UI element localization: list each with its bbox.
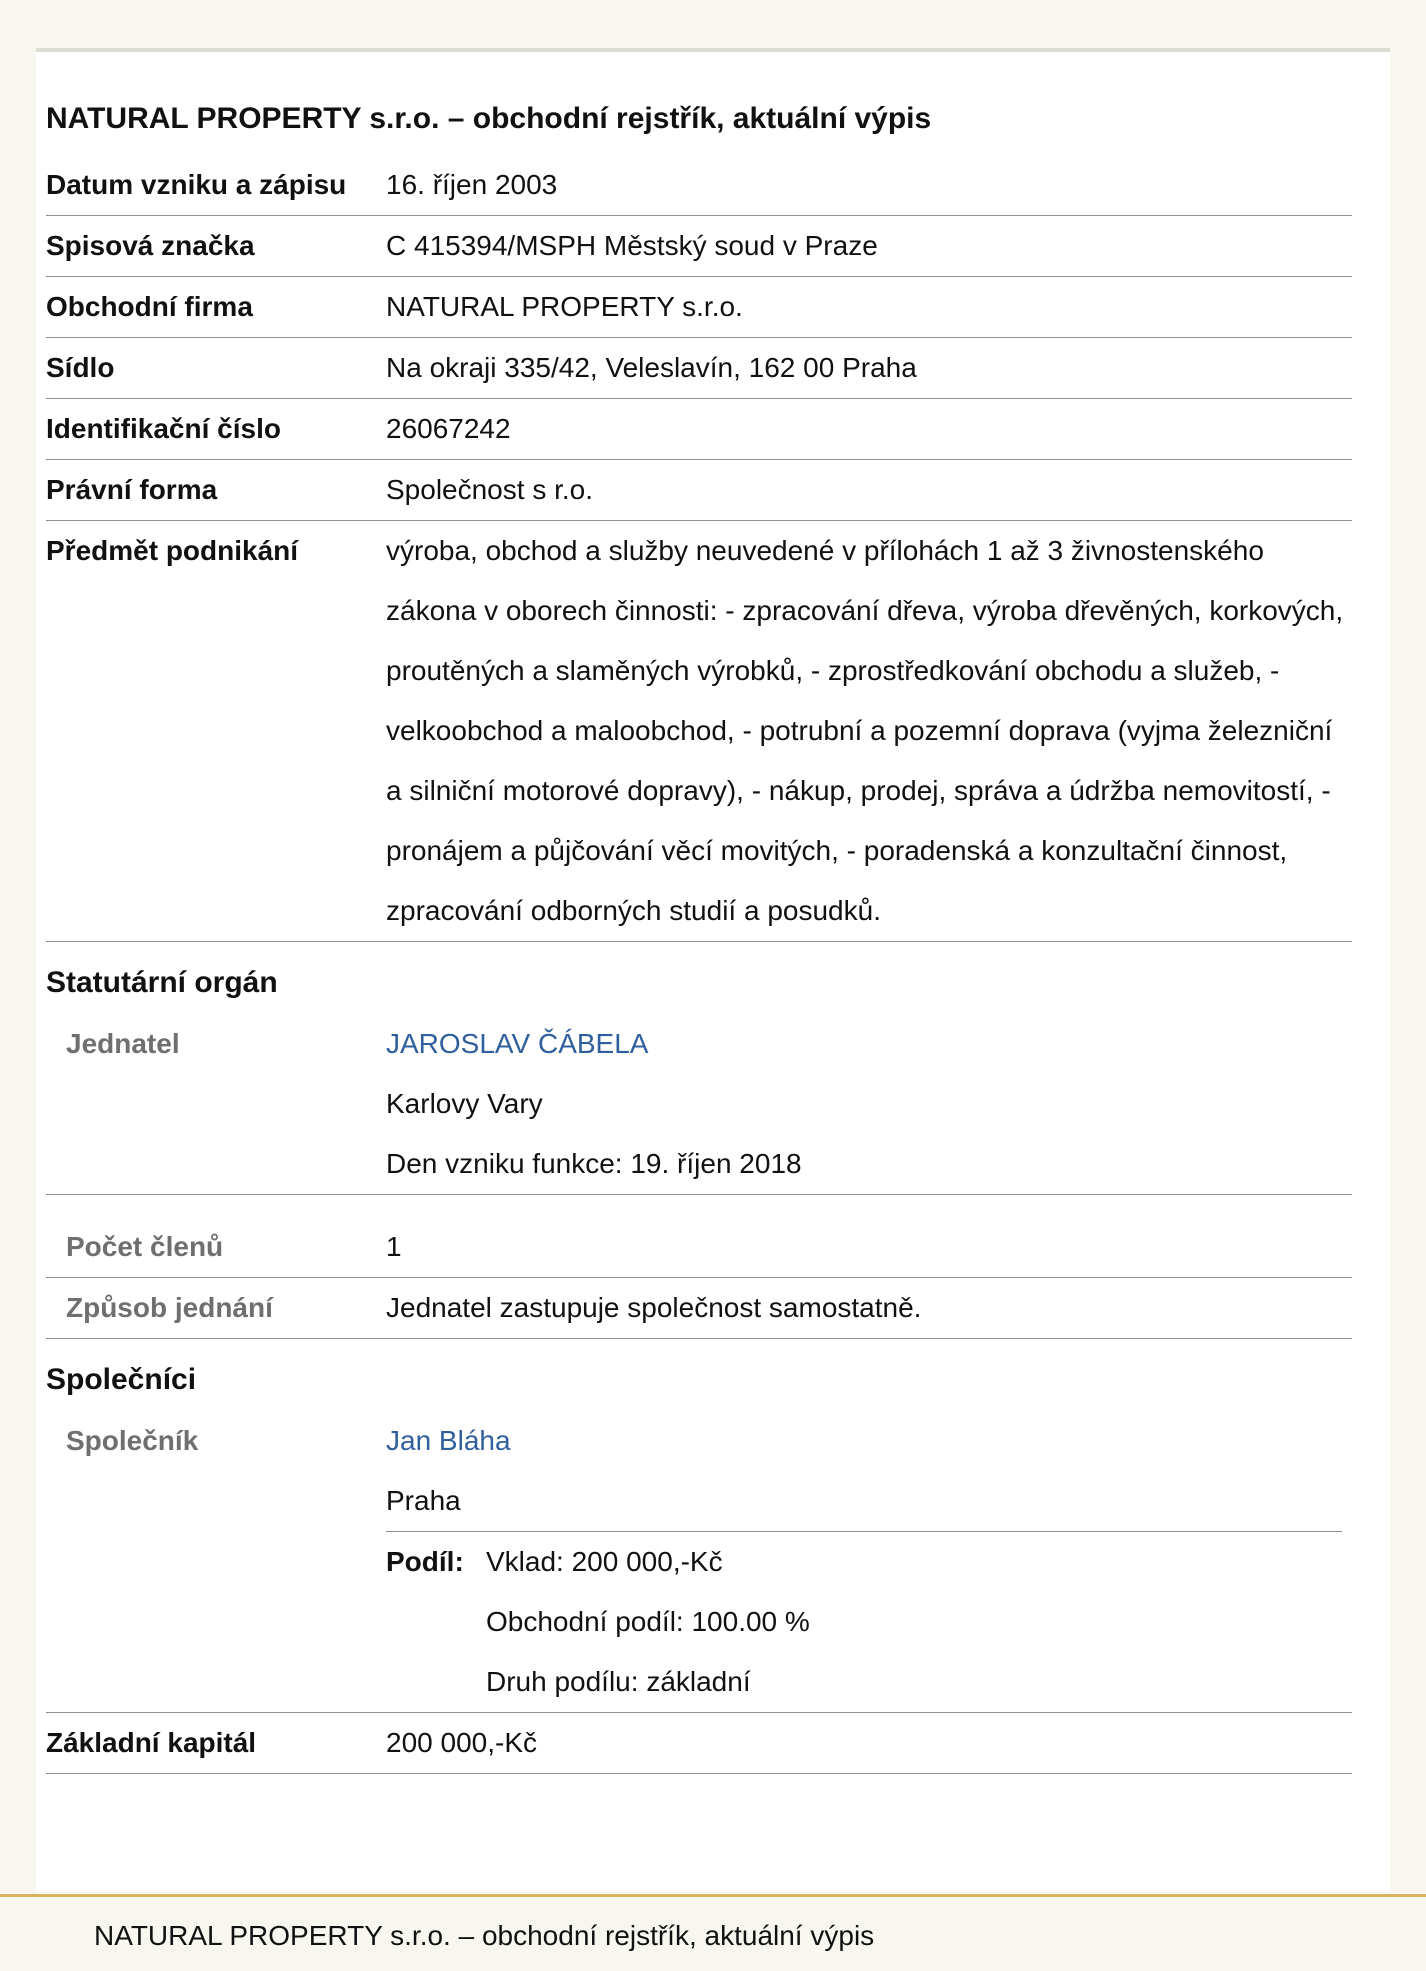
label-pravni-forma: Právní forma — [46, 460, 386, 521]
value-ico: 26067242 — [386, 399, 1352, 460]
podil-druh: Druh podílu: základní — [486, 1666, 751, 1697]
value-predmet-podnikani: výroba, obchod a služby neuvedené v přílohách 1 až 3 živnostenského zákona v oborech činnosti: - zpracování dřeva, výroba dřevěných, korkových, proutěných a slaměných výrobků, - zprostředkování obchodu a služeb, - velkoobchod a maloobchod, - potrubní a pozemní doprava (vyjma železniční a silniční motorové dopravy), - nákup, prodej, správa a údržba nemovitostí, - pronájem a půjčování věcí movitých, - poradenská a konzultační činnost, zpracování odborných studií a posudků. — [386, 521, 1352, 942]
podil-vklad: Vklad: 200 000,-Kč — [486, 1546, 723, 1577]
jednatel-since: Den vzniku funkce: 19. říjen 2018 — [386, 1148, 802, 1179]
row-spisova-znacka — [46, 216, 1352, 277]
podil-values — [486, 1532, 810, 1712]
value-zakladni-kapital: 200 000,-Kč — [386, 1713, 1352, 1774]
row-datum — [46, 155, 1352, 216]
section-spolecnici — [46, 1339, 1352, 1412]
row-sidlo — [46, 338, 1352, 399]
jednatel-name-link[interactable]: JAROSLAV ČÁBELA — [386, 1028, 649, 1059]
page-footer — [0, 1894, 1426, 1971]
row-ico — [46, 399, 1352, 460]
footer-title: NATURAL PROPERTY s.r.o. – obchodní rejstřík, aktuální výpis — [94, 1920, 875, 1951]
value-spolecnik — [386, 1411, 1352, 1713]
value-spisova-znacka: C 415394/MSPH Městský soud v Praze — [386, 216, 1352, 277]
value-jednatel — [386, 1014, 1352, 1195]
spolecnik-name-link[interactable]: Jan Bláha — [386, 1425, 511, 1456]
value-zpusob-jednani: Jednatel zastupuje společnost samostatně. — [386, 1278, 1352, 1339]
podil-block — [386, 1531, 1342, 1712]
row-obchodni-firma — [46, 277, 1352, 338]
podil-label: Podíl: — [386, 1546, 464, 1577]
heading-statutarni-organ: Statutární orgán — [46, 966, 278, 999]
spolecnik-city: Praha — [386, 1485, 461, 1516]
label-spolecnik: Společník — [46, 1411, 386, 1713]
label-sidlo: Sídlo — [46, 338, 386, 399]
label-zpusob-jednani: Způsob jednání — [46, 1278, 386, 1339]
jednatel-city: Karlovy Vary — [386, 1088, 543, 1119]
label-obchodni-firma: Obchodní firma — [46, 277, 386, 338]
page-title: NATURAL PROPERTY s.r.o. – obchodní rejstřík, aktuální výpis — [46, 102, 932, 135]
value-sidlo: Na okraji 335/42, Veleslavín, 162 00 Praha — [386, 338, 1352, 399]
label-datum: Datum vzniku a zápisu — [46, 155, 386, 216]
row-pocet-clenu — [46, 1195, 1352, 1278]
row-jednatel — [46, 1014, 1352, 1195]
heading-spolecnici: Společníci — [46, 1363, 197, 1396]
register-table — [46, 155, 1352, 1774]
row-spolecnik — [46, 1411, 1352, 1713]
value-datum: 16. říjen 2003 — [386, 155, 1352, 216]
label-spisova-znacka: Spisová značka — [46, 216, 386, 277]
value-pocet-clenu: 1 — [386, 1195, 1352, 1278]
value-obchodni-firma: NATURAL PROPERTY s.r.o. — [386, 277, 1352, 338]
row-zakladni-kapital — [46, 1713, 1352, 1774]
label-ico: Identifikační číslo — [46, 399, 386, 460]
label-predmet-podnikani: Předmět podnikání — [46, 521, 386, 942]
value-pravni-forma: Společnost s r.o. — [386, 460, 1352, 521]
podil-obchodni: Obchodní podíl: 100.00 % — [486, 1606, 810, 1637]
label-zakladni-kapital: Základní kapitál — [46, 1713, 386, 1774]
row-pravni-forma — [46, 460, 1352, 521]
label-pocet-clenu: Počet členů — [46, 1195, 386, 1278]
section-statutarni — [46, 942, 1352, 1015]
label-jednatel: Jednatel — [46, 1014, 386, 1195]
row-zpusob-jednani — [46, 1278, 1352, 1339]
row-predmet-podnikani — [46, 521, 1352, 942]
